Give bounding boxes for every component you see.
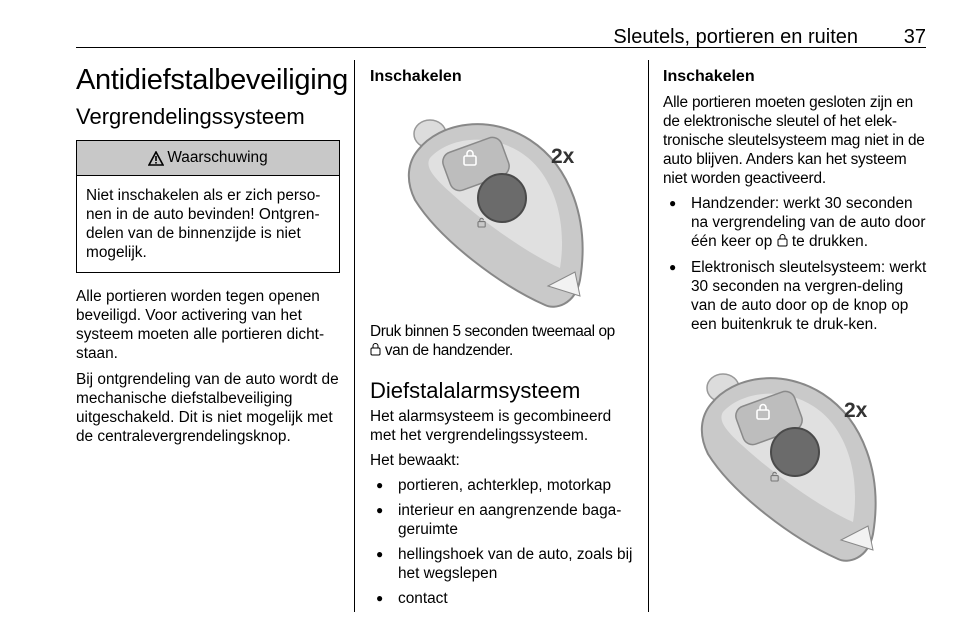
activation-list <box>663 194 928 334</box>
lock-icon <box>370 342 381 361</box>
paragraph: Alle portieren moeten gesloten zijn en de elektronische sleutel of het elek-tronische sleutelsysteem mag niet in de auto blijven. Anders kan het systeem niet worden geactiveerd. <box>663 94 925 187</box>
key-fob-illustration <box>663 354 928 564</box>
column-divider <box>354 60 355 612</box>
paragraph: Alle portieren worden tegen openen beveiligd. Voor activering van het systeem moeten alle portieren dicht-staan. <box>76 288 325 362</box>
column-3 <box>663 60 928 564</box>
section-heading: Diefstalalarmsysteem <box>370 378 581 403</box>
figure-label: 2x <box>844 399 868 422</box>
list-item: ● portieren, achterklep, motorkap <box>370 476 635 495</box>
running-title: Sleutels, portieren en ruiten <box>613 26 858 48</box>
column-1 <box>76 60 348 446</box>
warning-header <box>77 141 339 176</box>
key-fob-illustration <box>370 100 635 310</box>
page-header <box>0 0 960 60</box>
list-item: ● contact <box>370 589 635 608</box>
section-heading: Vergrendelingssysteem <box>76 104 305 129</box>
list-item: ● interieur en aangrenzende baga-geruimte <box>370 501 635 539</box>
warning-body <box>77 176 339 272</box>
subsection-heading: Inschakelen <box>663 68 755 85</box>
paragraph: Het bewaakt: <box>370 452 460 469</box>
chapter-heading: Antidiefstalbeveiliging <box>76 64 348 96</box>
figure-caption: Druk binnen 5 seconden tweemaal op van de handzender. <box>370 323 615 359</box>
column-2 <box>370 60 635 608</box>
column-divider <box>648 60 649 612</box>
monitored-list <box>370 476 635 608</box>
paragraph: Het alarmsysteem is gecombineerd met het vergrendelingssysteem. <box>370 408 612 444</box>
list-item: ● Elektronisch sleutelsysteem: werkt 30 seconden na vergren-deling van de auto door op de knop op een buitenkruk te druk-ken. <box>663 258 928 334</box>
warning-box <box>76 140 340 273</box>
page-number: 37 <box>903 26 926 48</box>
list-item: ● hellingshoek van de auto, zoals bij het wegslepen <box>370 545 635 583</box>
paragraph: Bij ontgrendeling van de auto wordt de mechanische diefstalbeveiliging uitgeschakeld. Dit is niet mogelijk met de centralevergrendelingsknop. <box>76 371 339 445</box>
warning-triangle-icon <box>148 151 164 166</box>
warning-title: Waarschuwing <box>167 149 268 166</box>
list-item: ● Handzender: werkt 30 seconden na vergrendeling van de auto door één keer op te drukken. <box>663 194 928 252</box>
key-fob-figure <box>370 100 635 310</box>
warning-text: Niet inschakelen als er zich perso-nen in de auto bevinden! Ontgren-delen van de binnenzijde is niet mogelijk. <box>86 187 321 261</box>
lock-icon <box>777 233 788 252</box>
subsection-heading: Inschakelen <box>370 68 462 85</box>
header-rule <box>76 47 926 48</box>
header <box>76 26 926 48</box>
figure-label: 2x <box>551 145 575 168</box>
key-fob-figure <box>663 354 928 564</box>
